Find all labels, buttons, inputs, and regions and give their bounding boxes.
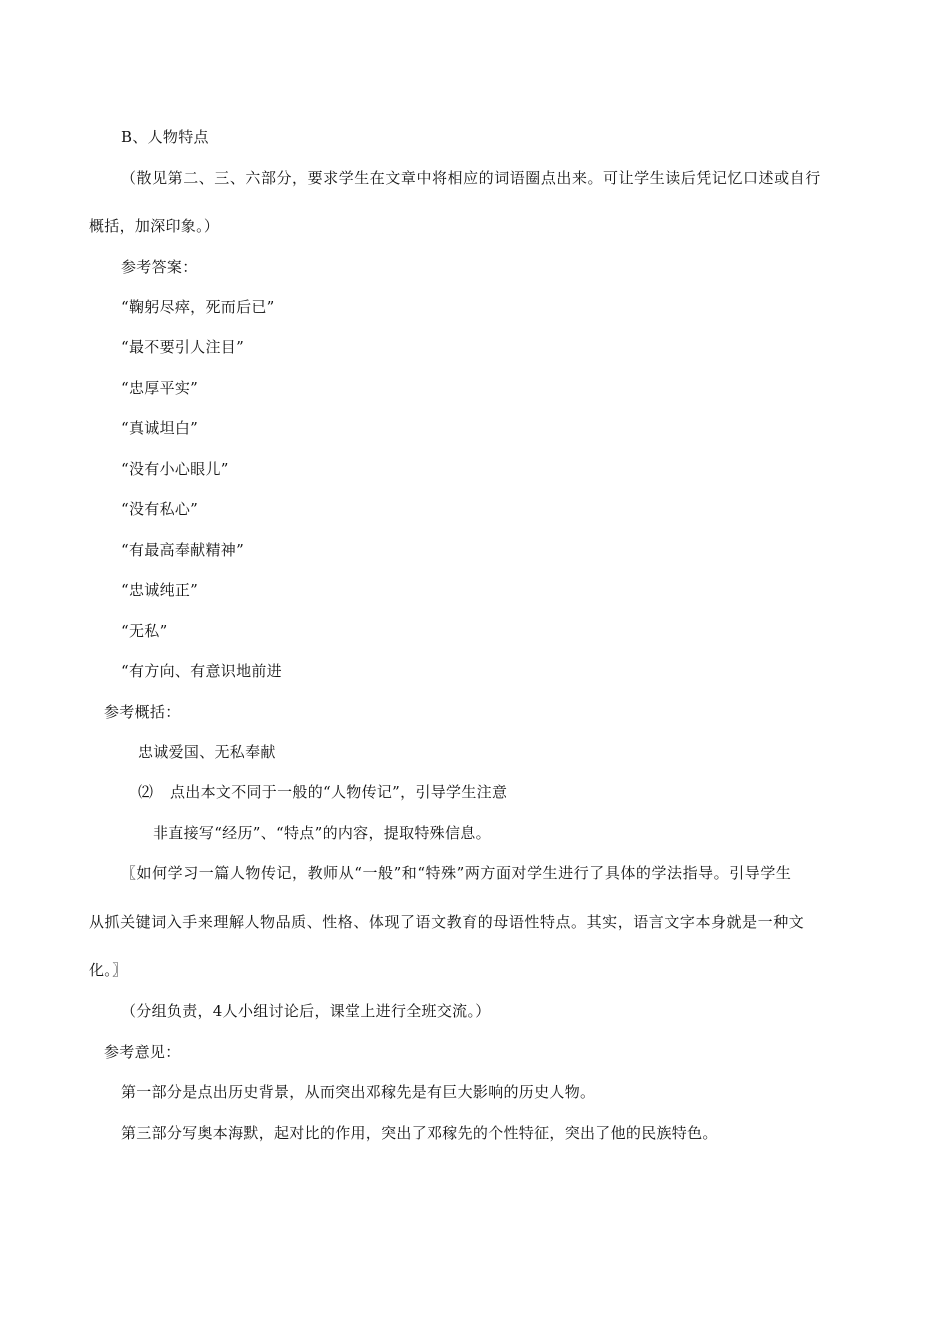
- quote-item: “最不要引人注目”: [121, 338, 245, 356]
- comment-line-2: 从抓关键词入手来理解人物品质、性格、体现了语文教育的母语性特点。其实，语言文字本身就是一种文: [89, 913, 805, 931]
- section-heading-b: B、人物特点: [121, 128, 209, 146]
- quote-item: “忠诚纯正”: [121, 581, 199, 599]
- quote-item: “忠厚平实”: [121, 379, 199, 397]
- quote-item: “没有私心”: [121, 500, 199, 518]
- item-2-subtext: 非直接写“经历”、“特点”的内容，提取特殊信息。: [153, 824, 491, 842]
- comment-line-1: 〖如何学习一篇人物传记，教师从“一般”和“特殊”两方面对学生进行了具体的学法指导。引导学生: [121, 864, 792, 882]
- item-2-text: 点出本文不同于一般的“人物传记”，引导学生注意: [170, 783, 508, 801]
- quote-item: “没有小心眼儿”: [121, 460, 229, 478]
- summary-label: 参考概括：: [104, 703, 181, 721]
- answer-label: 参考答案：: [121, 258, 198, 276]
- opinion-label: 参考意见：: [104, 1043, 181, 1061]
- quote-item: “真诚坦白”: [121, 419, 199, 437]
- summary-text: 忠诚爱国、无私奉献: [138, 743, 276, 761]
- comment-line-3: 化。〗: [89, 961, 128, 979]
- group-note: （分组负责，4人小组讨论后，课堂上进行全班交流。）: [121, 1002, 491, 1020]
- quote-item: “有最高奉献精神”: [121, 541, 245, 559]
- quote-item: “鞠躬尽瘁，死而后已”: [121, 298, 275, 316]
- quote-item: “有方向、有意识地前进: [121, 662, 282, 680]
- item-2-number: ⑵: [138, 783, 154, 801]
- opinion-part-1: 第一部分是点出历史背景，从而突出邓稼先是有巨大影响的历史人物。: [121, 1083, 596, 1101]
- quote-item: “无私”: [121, 622, 168, 640]
- instruction-line-1: （散见第二、三、六部分，要求学生在文章中将相应的词语圈点出来。可让学生读后凭记忆口述或自行: [121, 169, 821, 187]
- opinion-part-3: 第三部分写奥本海默，起对比的作用，突出了邓稼先的个性特征，突出了他的民族特色。: [121, 1124, 718, 1142]
- instruction-line-2: 概括，加深印象。）: [89, 217, 220, 235]
